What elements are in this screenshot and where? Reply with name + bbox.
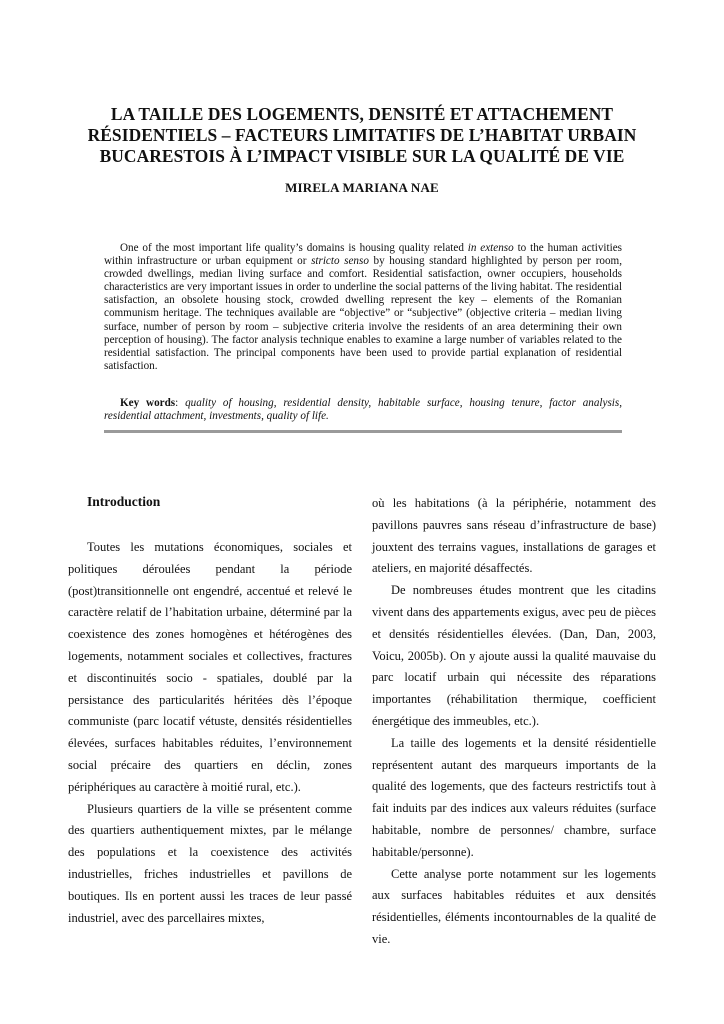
abstract-divider — [104, 430, 622, 433]
left-column — [68, 537, 352, 929]
right-column — [372, 493, 656, 951]
title-line-2: RÉSIDENTIELS – FACTEURS LIMITATIFS DE L’HABITAT URBAIN — [87, 125, 637, 145]
keywords-text: quality of housing, residential density, habitable surface, housing tenure, factor analysis, residential attachment, investments, quality of life. — [104, 397, 622, 423]
abstract-italic-2: stricto senso — [311, 255, 369, 268]
body-paragraph: De nombreuses études montrent que les citadins vivent dans des appartements exigus, avec peu de pièces et densités résidentielles élevées. (Dan, Dan, 2003, Voicu, 2005b). On y ajoute aussi la qualité mauvaise du parc locatif urbain qui nécessite des réparations importantes (réhabilitation thermique, coefficient énergétique des immeubles, etc.). — [372, 583, 656, 728]
abstract-paragraph — [104, 242, 622, 373]
keywords — [104, 397, 622, 423]
body-paragraph: Toutes les mutations économiques, sociales et politiques déroulées pendant la période (post)transitionnelle ont engendré, accentué et relevé le caractère relatif de l’habitation urbaine, déterminé par la coexistence des zones homogènes et hétérogènes des logements, notamment sociales et collectives, fractures et discontinuités socio - spatiales, doublé par la persistance des particularités héritées dès l’époque communiste (parc locatif vétuste, densités résidentielles élevées, surfaces habitables réduites, l’environnement social précaire des quartiers en déclin, zones périphériques au caractère à moitié rural, etc.). — [68, 540, 352, 794]
keywords-separator: : — [175, 397, 186, 409]
title-line-1: LA TAILLE DES LOGEMENTS, DENSITÉ ET ATTACHEMENT — [110, 104, 614, 124]
body-paragraph: La taille des logements et la densité résidentielle représentent autant des marqueurs importants de la qualité des logements, que des facteurs restrictifs tout à fait induits par des indices aux valeurs réduites (surface habitable, nombre de personnes/ chambre, surface habitable/personne). — [372, 735, 656, 859]
abstract-text-3: by housing standard highlighted by person per room, crowded dwellings, median living surface and comfort. Residential satisfaction, owner occupiers, households characteristics are very important issues in order to underline the social patterns of the living habitat. The residential satisfaction, an obsolete housing stock, crowded dwelling represent the key – elements of the Romanian communism heritage. The techniques available are “objective” or “subjective” (objective criteria – median living surface, number of person by room – subjective criteria involve the residents of an area determining their own perception of housing). The factor analysis technique enables to examine a large number of variables related to the residential satisfaction. The principal components have been used to provide partial explanation of residential satisfaction. — [104, 255, 623, 372]
abstract — [104, 242, 622, 373]
body-paragraph: Cette analyse porte notamment sur les logements aux surfaces habitables réduites et aux densités résidentielles, éléments incontournables de la qualité de vie. — [372, 866, 656, 946]
article-title — [0, 104, 724, 167]
abstract-text-2: to the human activities within infrastructure or urban equipment or — [104, 242, 622, 268]
section-title: Introduction — [87, 494, 161, 509]
abstract-italic-1: in extenso — [467, 242, 514, 254]
title-line-3: BUCARESTOIS À L’IMPACT VISIBLE SUR LA QUALITÉ DE VIE — [99, 146, 625, 166]
author-name: MIRELA MARIANA NAE — [285, 180, 439, 195]
body-paragraph: où les habitations (à la périphérie, notamment des pavillons pauvres sans réseau d’infrastructure de base) jouxtent des terrains vagues, installations de garages et ateliers, en majorité désaffectés. — [372, 496, 656, 576]
abstract-text-1: One of the most important life quality’s domains is housing quality related — [120, 242, 468, 254]
keywords-label: Key words — [120, 397, 176, 409]
body-paragraph: Plusieurs quartiers de la ville se présentent comme des quartiers authentiquement mixtes, par le mélange des populations et la coexistence des activités industrielles, friches industrielles et pavillons de boutiques. Ils en portent aussi les traces de leur passé industriel, avec des parcellaires mixtes, — [68, 801, 352, 925]
